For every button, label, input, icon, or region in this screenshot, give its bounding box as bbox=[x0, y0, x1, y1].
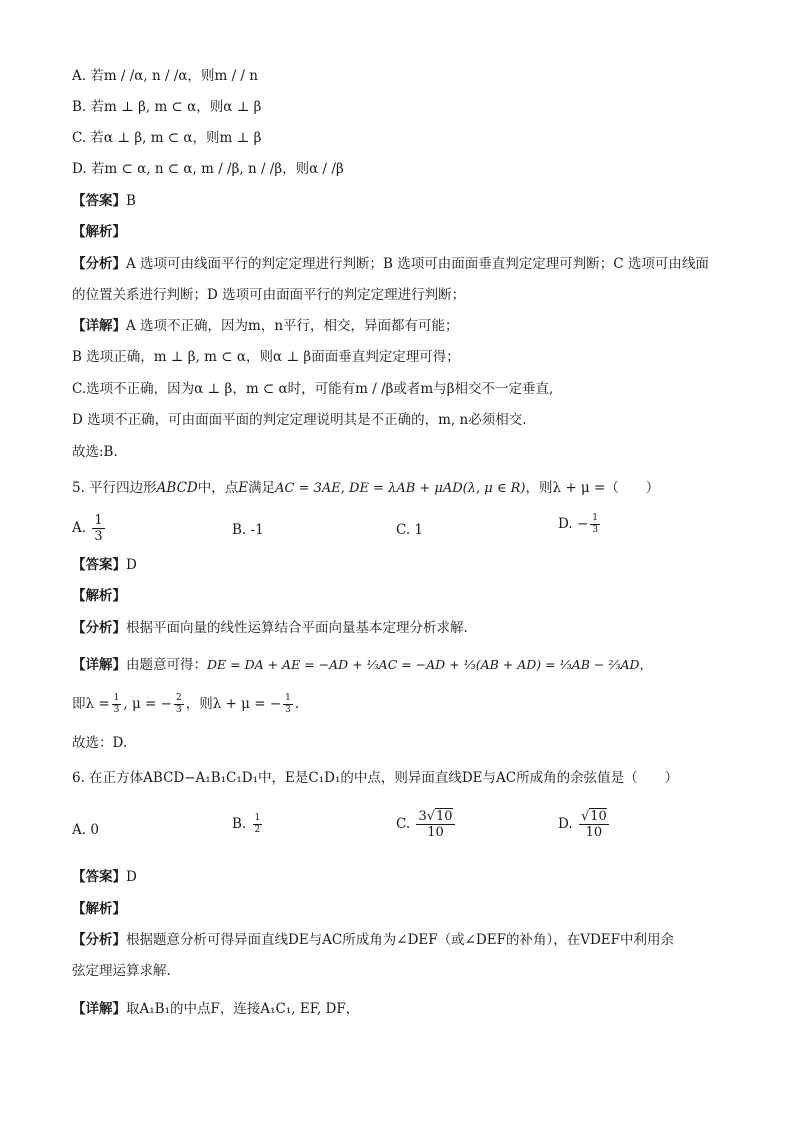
result-b: , μ = − bbox=[123, 696, 172, 712]
numerator: 1 bbox=[254, 813, 261, 823]
xiangjie-text: 取A₁B₁的中点F，连接A₁C₁, EF, DF， bbox=[126, 1001, 360, 1017]
answer-tag: 【答案】 bbox=[72, 869, 126, 885]
answer-tag: 【答案】 bbox=[72, 557, 126, 573]
q5-final: 故选：D. bbox=[72, 735, 128, 751]
q4-option-d: D. 若m ⊂ α, n ⊂ α, m / /β, n / /β，则α / /β bbox=[72, 161, 344, 177]
q6-stem: 6. 在正方体ABCD−A₁B₁C₁D₁中，E是C₁D₁的中点，则异面直线DE与AC所成角的余弦值是（ ） bbox=[72, 770, 679, 786]
q5-option-d-label: D. bbox=[558, 516, 573, 532]
denominator: 3 bbox=[94, 529, 103, 544]
q5-option-d bbox=[558, 514, 602, 535]
radicand: 10 bbox=[436, 809, 453, 824]
q5-stem-d: E bbox=[238, 480, 249, 496]
fenxi-text: A 选项可由线面平行的判定定理进行判断；B 选项可由面面垂直判定定理可判断；C 选项可由线面 bbox=[126, 256, 709, 272]
q5-option-b: B. -1 bbox=[232, 522, 264, 538]
q5-stem-a: 5. 平行四边形 bbox=[72, 480, 157, 496]
result-end: . bbox=[294, 696, 300, 712]
q5-stem-b: ABCD bbox=[156, 480, 198, 496]
denominator: 10 bbox=[427, 825, 444, 840]
q5-xiangjie-line bbox=[72, 655, 734, 675]
q5-stem-c: 中，点 bbox=[197, 480, 239, 496]
q5-answer-line bbox=[72, 555, 734, 575]
q5-fenxi-line bbox=[72, 618, 734, 638]
fraction bbox=[283, 694, 293, 715]
q4-fenxi-line-2: 的位置关系进行判断；D 选项可由面面平行的判定定理进行判断； bbox=[72, 287, 466, 303]
radicand: 10 bbox=[590, 809, 607, 824]
q6-fenxi-line-1 bbox=[72, 930, 734, 950]
q5-vector-formula: DE = DA + AE = −AD + ⅓AC = −AD + ⅓(AB + AD) = ⅓AB − ⅔AD， bbox=[207, 657, 653, 672]
q5-stem-vector-expr: AC = 3AE, DE = λAB + μAD(λ, μ ∈ R) bbox=[275, 481, 526, 496]
q4-xiangjie-line-4: D 选项不正确，可由面面平面的判定定理说明其是不正确的，m, n必须相交. bbox=[72, 412, 527, 428]
q4-fenxi-line-1 bbox=[72, 254, 734, 274]
q6-option-c bbox=[396, 810, 457, 839]
result-c: ，则λ + μ = − bbox=[185, 696, 282, 712]
q5-stem-e: 满足 bbox=[248, 480, 276, 496]
fraction: $\frac{√10}{10}$ bbox=[580, 809, 607, 840]
fraction bbox=[92, 514, 104, 543]
q4-analysis-title: 【解析】 bbox=[72, 224, 126, 240]
xiangjie-lead: 由题意可得： bbox=[126, 657, 207, 673]
q4-answer-line bbox=[72, 191, 734, 211]
q4-option-a: A. 若m / /α, n / /α，则m / / n bbox=[72, 68, 258, 84]
fraction bbox=[590, 514, 600, 535]
fraction bbox=[112, 694, 122, 715]
q4-xiangjie-line-2: B 选项正确，m ⊥ β, m ⊂ α，则α ⊥ β面面垂直判定定理可得； bbox=[72, 349, 460, 365]
q5-stem bbox=[72, 478, 734, 499]
coefficient: 3 bbox=[418, 809, 427, 824]
denominator: 2 bbox=[254, 825, 261, 835]
q5-result-line bbox=[72, 694, 734, 715]
xiangjie-text: A 选项不正确，因为m，n平行，相交，异面都有可能； bbox=[126, 318, 459, 334]
fenxi-tag: 【分析】 bbox=[72, 256, 126, 272]
q5-option-a bbox=[72, 514, 107, 543]
q4-xiangjie-line-3: C.选项不正确，因为α ⊥ β，m ⊂ α时，可能有m / /β或者m与β相交不一定垂直, bbox=[72, 381, 554, 397]
denominator: 3 bbox=[285, 705, 291, 715]
numerator: 1 bbox=[285, 693, 291, 703]
q5-option-a-label: A. bbox=[72, 520, 87, 536]
q6-fenxi-line-2: 弦定理运算求解. bbox=[72, 963, 171, 979]
q4-option-c: C. 若α ⊥ β, m ⊂ α，则m ⊥ β bbox=[72, 130, 262, 146]
fenxi-tag: 【分析】 bbox=[72, 932, 126, 948]
xiangjie-tag: 【详解】 bbox=[72, 1001, 126, 1017]
fenxi-text: 根据平面向量的线性运算结合平面向量基本定理分析求解. bbox=[126, 620, 468, 636]
answer-tag: 【答案】 bbox=[72, 193, 126, 209]
denominator: 3 bbox=[592, 525, 598, 535]
denominator: 3 bbox=[113, 705, 120, 715]
numerator: 1 bbox=[94, 513, 103, 528]
fraction bbox=[253, 814, 263, 835]
minus-sign: − bbox=[576, 516, 589, 532]
fenxi-text: 根据题意分析可得异面直线DE与AC所成角为∠DEF（或∠DEF的补角），在VDEF中利用余 bbox=[126, 932, 675, 948]
xiangjie-tag: 【详解】 bbox=[72, 318, 126, 334]
numerator: 1 bbox=[592, 513, 598, 523]
q6-answer-line bbox=[72, 867, 734, 887]
q4-option-b: B. 若m ⊥ β, m ⊂ α，则α ⊥ β bbox=[72, 99, 262, 115]
answer-value: D bbox=[126, 557, 137, 573]
denominator: 10 bbox=[585, 825, 603, 840]
xiangjie-tag: 【详解】 bbox=[72, 657, 126, 673]
fenxi-tag: 【分析】 bbox=[72, 620, 126, 636]
q4-final: 故选:B. bbox=[72, 444, 118, 460]
q6-option-d-label: D. bbox=[558, 816, 573, 832]
answer-value: B bbox=[126, 193, 136, 209]
q6-option-a: A. 0 bbox=[72, 822, 99, 838]
q6-option-b-label: B. bbox=[232, 816, 247, 832]
q6-option-c-label: C. bbox=[396, 816, 411, 832]
q6-xiangjie-line-1 bbox=[72, 999, 734, 1019]
q6-option-d bbox=[558, 810, 611, 839]
result-a: 即λ = bbox=[72, 696, 110, 712]
q5-stem-g: ，则λ + μ =（ ） bbox=[525, 480, 660, 496]
q5-analysis-title: 【解析】 bbox=[72, 588, 126, 604]
q6-option-b bbox=[232, 814, 264, 835]
numerator: 1 bbox=[113, 693, 120, 703]
q4-xiangjie-line-1 bbox=[72, 316, 734, 336]
fraction: $\frac{2}{3}$ bbox=[175, 693, 182, 715]
answer-value: D bbox=[126, 869, 137, 885]
q6-analysis-title: 【解析】 bbox=[72, 901, 126, 917]
fraction: $\frac{3√10}{10}$ bbox=[418, 809, 453, 840]
q5-option-c: C. 1 bbox=[396, 522, 424, 538]
